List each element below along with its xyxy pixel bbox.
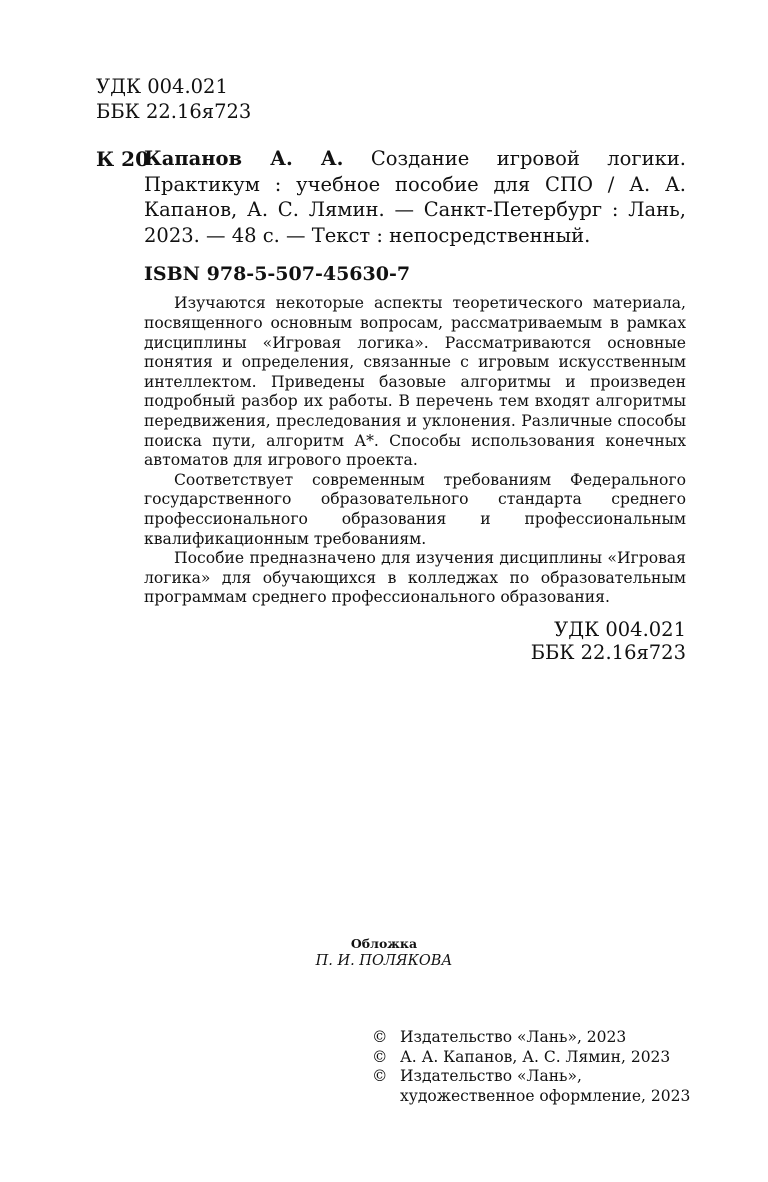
annotation-paragraph: Соответствует современным требованиям Федерального государственного образовательного стандарта среднего профессионального образования и профессиональным квалификационным требованиям. [144,470,686,548]
annotation-paragraph: Изучаются некоторые аспекты теоретического материала, посвященного основным вопросам, рассматриваемым в рамках дисциплины «Игровая логика». Рассматриваются основные понятия и определения, связанные с игровым искусственным интеллектом. Приведены базовые алгоритмы и произведен подробный разбор их работы. В перечень тем входят алгоритмы передвижения, преследования и уклонения. Различные способы поиска пути, алгоритм А*. Способы использования конечных автоматов для игрового проекта. [144,294,686,470]
cover-designer: П. И. ПОЛЯКОВА [315,953,453,969]
annotation-paragraph: Пособие предназначено для изучения дисциплины «Игровая логика» для обучающихся в колледжах по образовательным программам среднего профессионального образования. [144,549,686,607]
author-name: Капанов А. А. [144,147,344,170]
copyright-line [372,1028,692,1048]
copyright-line [372,1067,692,1087]
copyright-symbol: © [372,1028,388,1046]
bibliographic-description [144,146,686,248]
bbk-code: ББК 22.16я723 [96,100,252,123]
copyright-text: А. А. Капанов, А. С. Лямин, 2023 [400,1047,671,1066]
copyright-block [372,1028,692,1106]
classification-codes-top [96,74,251,124]
bbk-code: ББК 22.16я723 [530,640,686,664]
udk-code: УДК 004.021 [554,617,686,641]
copyright-text: художественное оформление, 2023 [400,1086,691,1105]
udk-code: УДК 004.021 [96,75,228,98]
cover-label: Обложка [350,936,418,951]
copyright-line [372,1087,692,1107]
copyright-line [372,1048,692,1068]
classification-codes-bottom [96,618,686,664]
cover-credit [250,936,518,971]
author-sign: К 20 [96,147,149,171]
isbn: ISBN 978-5-507-45630-7 [144,263,411,286]
bibliographic-entry [96,146,686,664]
copyright-symbol: © [372,1067,388,1085]
title-and-publication-info: Создание игровой логики. Практикум : учебное пособие для СПО / А. А. Капанов, А. С. Лямин. — Санкт-Петербург : Лань, 2023. — 48 с. — Текст : непосредственный. [144,147,687,247]
annotation [144,294,686,608]
copyright-text: Издательство «Лань», 2023 [400,1028,627,1046]
copyright-symbol-placeholder [372,1087,400,1107]
copyright-symbol: © [372,1047,388,1066]
copyright-text: Издательство «Лань», [400,1067,582,1085]
